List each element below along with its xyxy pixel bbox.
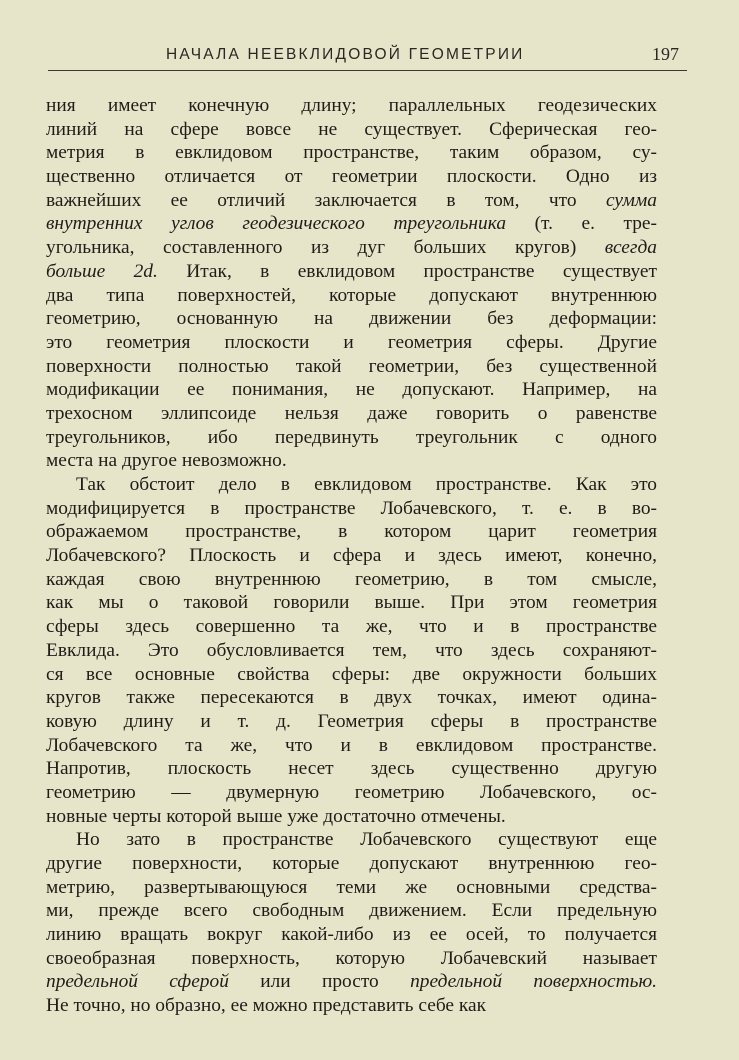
text-line	[46, 497, 657, 521]
italic-run: предельной поверхностью.	[410, 971, 657, 993]
text-line	[46, 591, 657, 615]
text-run: линию вращать вокруг какой-либо из ее осей, то получается	[46, 924, 657, 946]
italic-run: сумма	[605, 189, 657, 211]
text-run: каждая свою внутреннюю геометрию, в том смысле,	[46, 568, 657, 590]
text-line	[46, 686, 657, 710]
italic-run: внутренних углов геодезического треугольника	[46, 213, 507, 235]
text-run: треугольников, ибо передвинуть треугольник с одного	[46, 426, 657, 448]
text-line	[46, 260, 657, 284]
text-run: как мы о таковой говорили выше. При этом геометрия	[46, 592, 657, 614]
text-line	[46, 781, 657, 805]
text-line	[46, 189, 657, 213]
text-line	[46, 473, 657, 497]
text-line	[46, 212, 657, 236]
page-number: 197	[652, 44, 679, 64]
text-line	[46, 402, 657, 426]
text-run: Так обстоит дело в евклидовом пространстве. Как это	[76, 474, 657, 495]
text-line	[46, 118, 657, 142]
text-line	[46, 165, 657, 189]
text-run: угольника, составленного из дуг больших кругов)	[46, 237, 605, 259]
italic-run: всегда	[604, 237, 657, 259]
page-header	[48, 42, 687, 76]
text-run: метрию, развертывающуюся теми же основными средства-	[46, 876, 657, 898]
text-run: модифицируется в пространстве Лобачевского, т. е. в во-	[46, 497, 657, 519]
text-run: новные черты которой выше уже достаточно отмечены.	[46, 805, 506, 827]
text-line	[46, 94, 657, 118]
body-text	[46, 94, 657, 1018]
text-run: важнейших ее отличий заключается в том, что	[46, 189, 606, 211]
text-run: своеобразная поверхность, которую Лобачевский называет	[46, 947, 657, 969]
text-line	[46, 805, 657, 829]
header-rule	[48, 70, 687, 71]
text-line	[46, 947, 657, 971]
text-run: места на другое невозможно.	[46, 450, 287, 472]
text-line	[46, 378, 657, 402]
text-run: геометрию — двумерную геометрию Лобачевского, ос-	[46, 781, 657, 803]
italic-run: предельной сферой	[46, 971, 229, 993]
text-run: трехосном эллипсоиде нельзя даже говорить о равенстве	[46, 402, 657, 424]
text-line	[46, 284, 657, 308]
text-run: это геометрия плоскости и геометрия сферы. Другие	[46, 331, 657, 353]
text-line	[46, 236, 657, 260]
text-run: ми, прежде всего свободным движением. Если предельную	[46, 900, 657, 922]
text-line	[46, 757, 657, 781]
italic-run: больше 2d.	[46, 260, 158, 282]
text-line	[46, 970, 657, 994]
text-line	[46, 852, 657, 876]
text-run: Итак, в евклидовом пространстве существует	[157, 260, 657, 282]
text-run: щественно отличается от геометрии плоскости. Одно из	[46, 166, 657, 188]
text-run: другие поверхности, которые допускают внутреннюю гео-	[46, 853, 657, 874]
text-line	[46, 899, 657, 923]
text-line	[46, 876, 657, 900]
text-line	[46, 923, 657, 947]
text-line	[46, 568, 657, 592]
running-title: НАЧАЛА НЕЕВКЛИДОВОЙ ГЕОМЕТРИИ	[166, 46, 525, 63]
text-run: ображаемом пространстве, в котором царит геометрия	[46, 521, 657, 543]
text-line	[46, 639, 657, 663]
text-run: Евклида. Это обусловливается тем, что здесь сохраняют-	[46, 639, 657, 661]
text-line	[46, 331, 657, 355]
text-run: ся все основные свойства сферы: две окружности больших	[46, 663, 657, 685]
text-run: линий на сфере вовсе не существует. Сферическая гео-	[46, 118, 657, 140]
text-line	[46, 663, 657, 687]
text-run: модификации ее понимания, не допускают. Например, на	[46, 379, 657, 401]
text-line	[46, 615, 657, 639]
text-line	[46, 141, 657, 165]
text-line	[46, 994, 657, 1018]
text-line	[46, 307, 657, 331]
text-run: кругов также пересекаются в двух точках, имеют одина-	[46, 687, 657, 709]
text-run: два типа поверхностей, которые допускают внутреннюю	[46, 284, 657, 306]
text-line	[46, 520, 657, 544]
text-line	[46, 710, 657, 734]
text-run: Лобачевского? Плоскость и сфера и здесь имеют, конечно,	[46, 545, 657, 567]
text-run: ковую длину и т. д. Геометрия сферы в пространстве	[46, 710, 657, 732]
text-run: ния имеет конечную длину; параллельных геодезических	[46, 95, 657, 116]
text-run: Лобачевского та же, что и в евклидовом пространстве.	[46, 734, 657, 756]
text-run: геометрию, основанную на движении без деформации:	[46, 308, 657, 330]
text-run: (т. е. тре-	[506, 213, 657, 235]
text-run: поверхности полностью такой геометрии, без существенной	[46, 355, 657, 377]
text-line	[46, 449, 657, 473]
text-run: Но зато в пространстве Лобачевского существуют еще	[76, 829, 657, 851]
text-run: Напротив, плоскость несет здесь существенно другую	[46, 758, 657, 780]
text-run: сферы здесь совершенно та же, что и в пространстве	[46, 616, 657, 638]
text-line	[46, 355, 657, 379]
text-run: или просто	[228, 971, 411, 993]
text-run: Не точно, но образно, ее можно представить себе как	[46, 995, 487, 1017]
text-line	[46, 828, 657, 852]
text-run: метрия в евклидовом пространстве, таким образом, су-	[46, 142, 657, 164]
text-line	[46, 734, 657, 758]
text-line	[46, 544, 657, 568]
text-line	[46, 426, 657, 450]
